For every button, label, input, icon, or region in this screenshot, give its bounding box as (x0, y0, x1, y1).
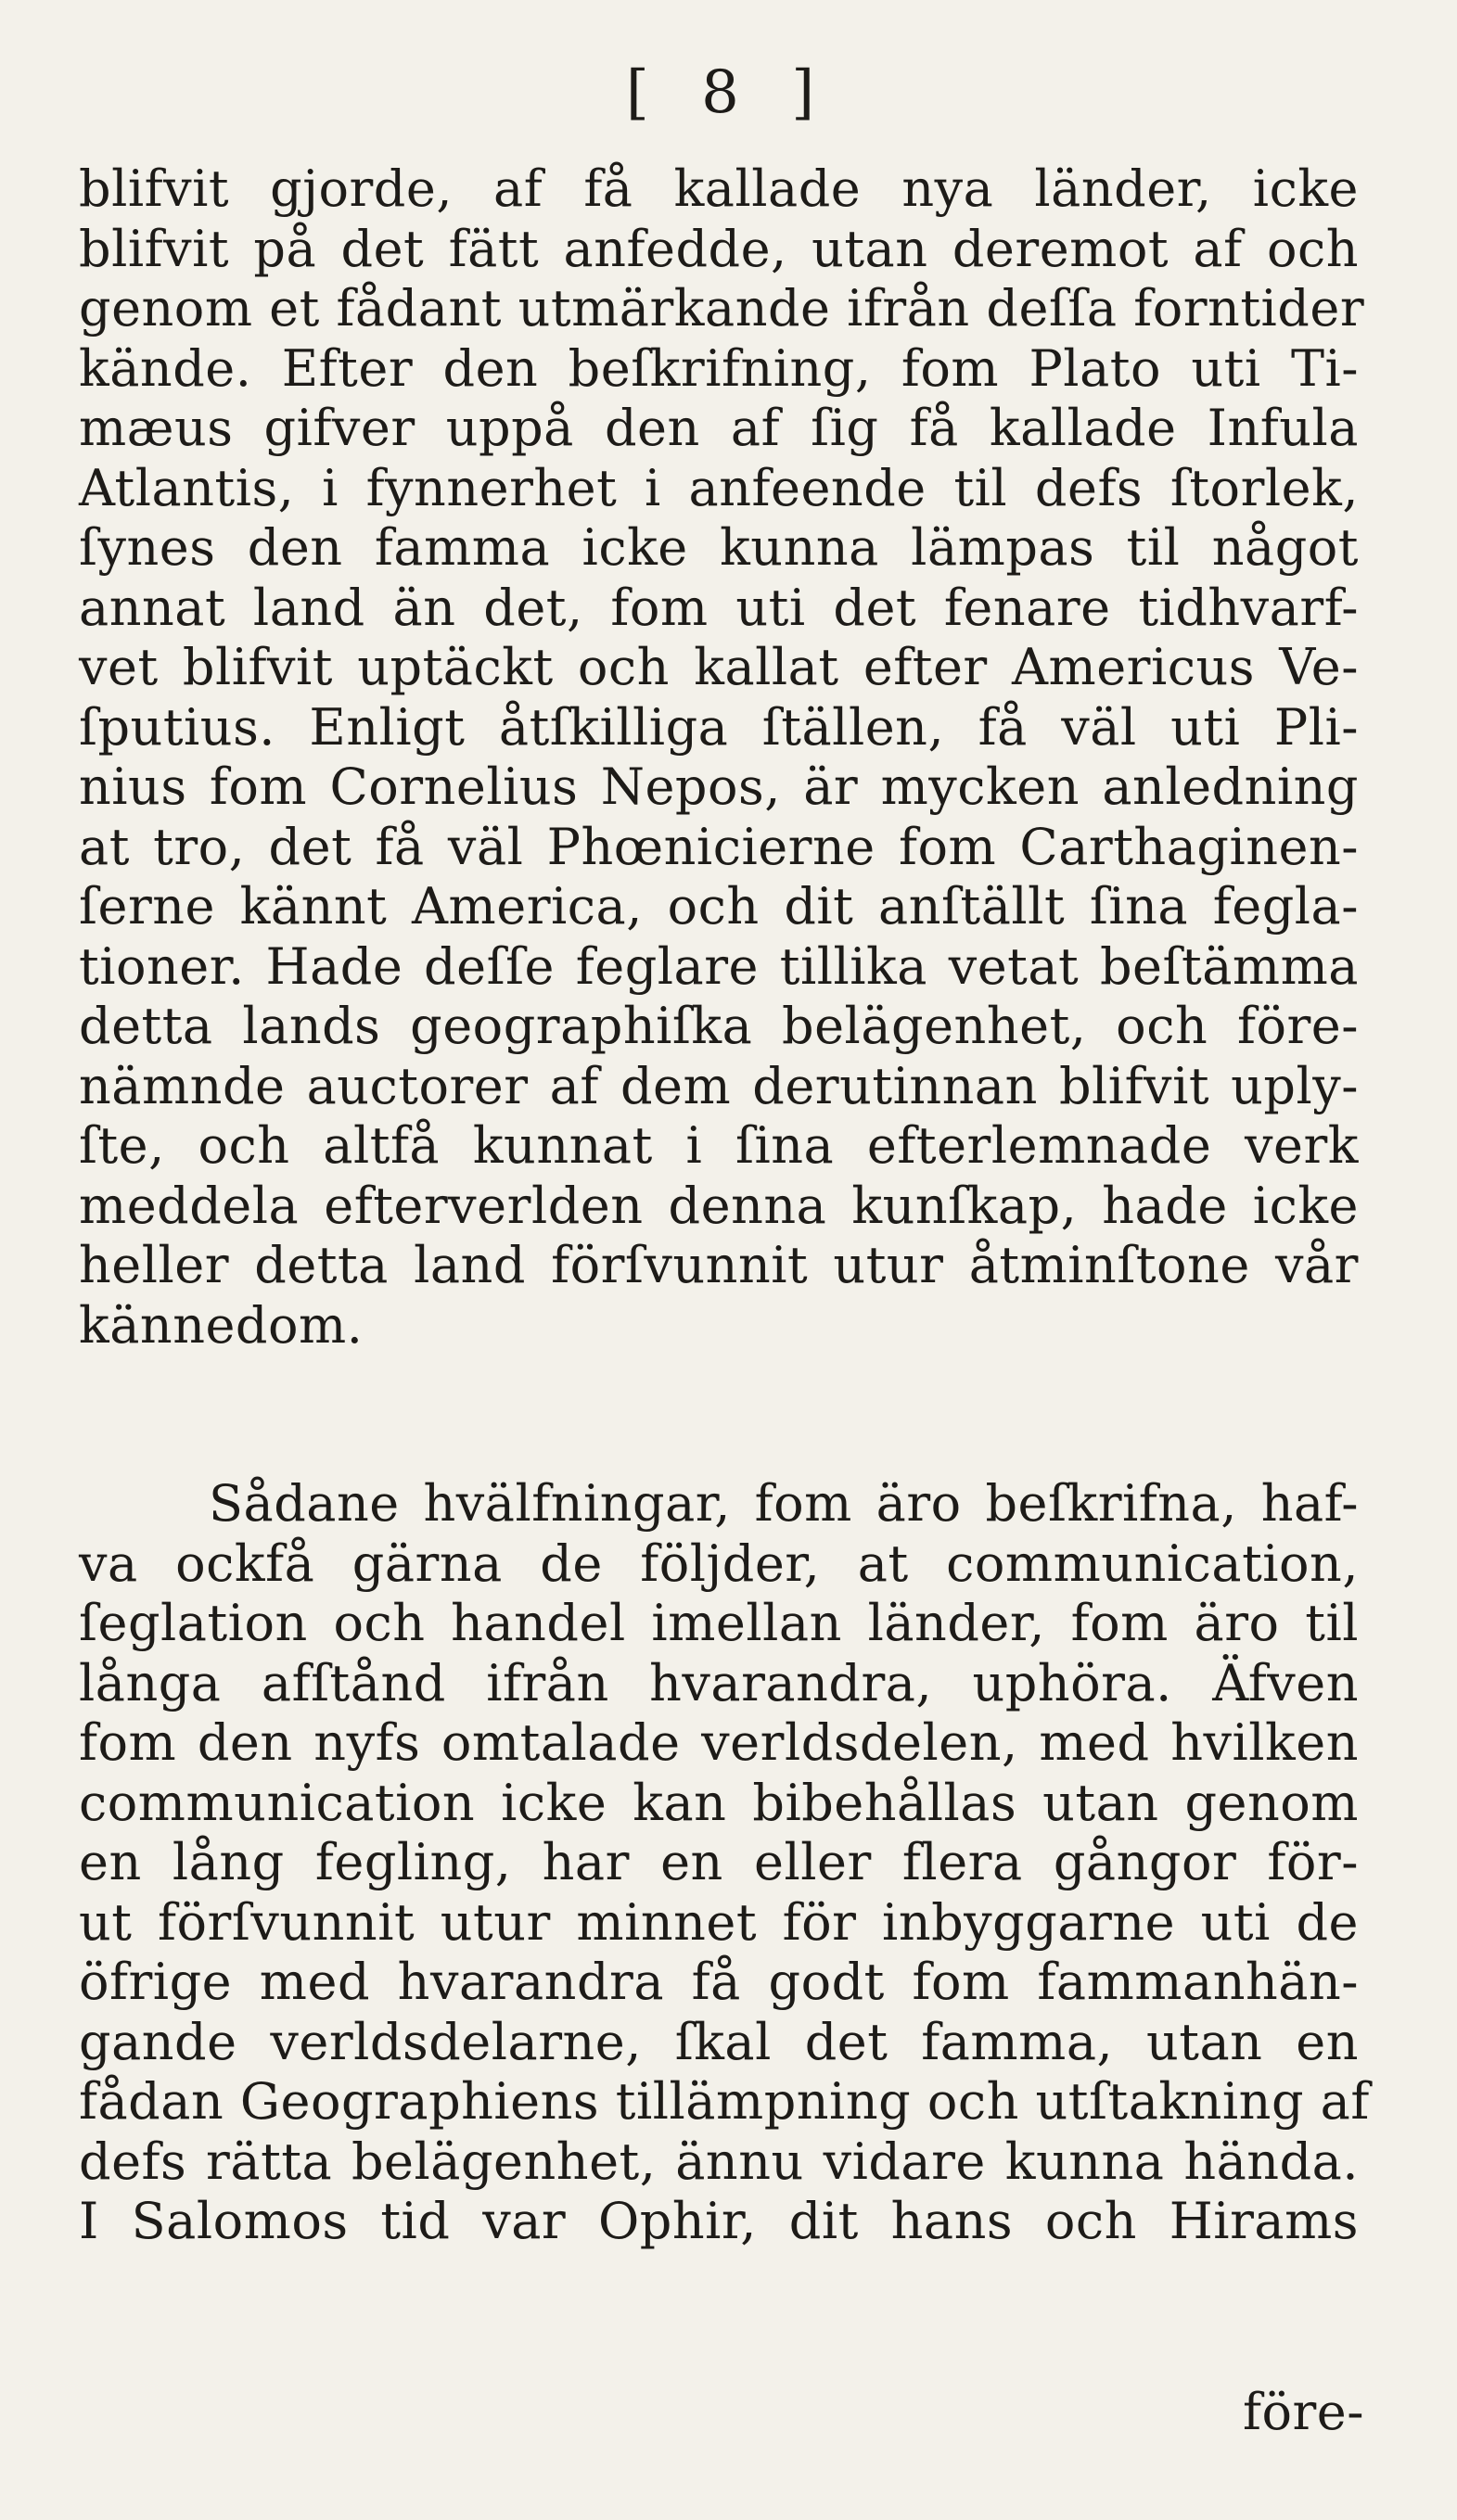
text-line: at tro, det få väl Phœnicierne fom Carthaginen- (79, 817, 1359, 876)
text-line: nius fom Cornelius Nepos, är mycken anledning (79, 757, 1359, 816)
text-line: mæus gifver uppå den af ſig få kallade Infula (79, 399, 1359, 457)
text-line: Sådane hvälfningar, fom äro beſkrifna, haf- (209, 1474, 1359, 1533)
text-line: detta lands geographiſka belägenhet, och före- (79, 997, 1359, 1055)
page-number: [ 8 ] (625, 58, 832, 127)
text-line: blifvit gjorde, af få kallade nya länder, icke (79, 159, 1359, 218)
text-line: vet blifvit uptäckt och kallat efter Americus Ve- (79, 638, 1359, 696)
text-line: öfrige med hvarandra få godt fom fammanhän- (79, 1953, 1359, 2011)
text-line: I Salomos tid var Ophir, dit hans och Hirams (79, 2192, 1359, 2250)
text-line: en lång fegling, har en eller flera gångor för- (79, 1833, 1359, 1891)
text-line: meddela efterverlden denna kunſkap, hade icke (79, 1176, 1359, 1235)
text-line: ſeglation och handel imellan länder, fom äro til (79, 1594, 1359, 1652)
text-line: fådan Geographiens tillämpning och utſtakning af (79, 2072, 1370, 2131)
text-line: blifvit på det fätt anfedde, utan deremot af och (79, 219, 1359, 278)
text-line: ſputius. Enligt åtſkilliga ſtällen, få väl uti Pli- (79, 697, 1359, 757)
text-line: va ockfå gärna de följder, at communication, (79, 1534, 1359, 1593)
paragraph-1 (79, 159, 1365, 1355)
text-line: defs rätta belägenhet, ännu vidare kunna hända. (79, 2132, 1359, 2191)
text-line: communication icke kan bibehållas utan genom (79, 1773, 1359, 1832)
text-line: långa afſtånd ifrån hvarandra, uphöra. Äfven (79, 1653, 1359, 1712)
text-line: ſynes den famma icke kunna lämpas til något (79, 518, 1359, 577)
text-line: ſerne kännt America, och dit anſtällt ſina fegla- (79, 877, 1359, 935)
text-line: tioner. Hade deſſe feglare tillika vetat beſtämma (79, 936, 1359, 996)
text-line: ſte, och altfå kunnat i ſina efterlemnade verk (79, 1116, 1359, 1175)
text-line: nämnde auctorer af dem derutinnan blifvit uply- (79, 1056, 1359, 1115)
text-line: heller detta land förſvunnit utur åtminſtone vår (79, 1236, 1359, 1294)
text-line: fom den nyfs omtalade verldsdelen, med hvilken (79, 1713, 1359, 1772)
text-line: annat land än det, fom uti det fenare tidhvarf- (79, 578, 1359, 637)
text-line: ut förſvunnit utur minnet för inbyggarne uti de (79, 1892, 1359, 1952)
text-line: kännedom. (79, 1295, 364, 1355)
text-line: Atlantis, i fynnerhet i anfeende til defs ſtorlek, (79, 458, 1359, 517)
text-line: gande verldsdelarne, ſkal det famma, utan en (79, 2012, 1359, 2071)
text-line: kände. Efter den beſkrifning, fom Plato uti Ti- (79, 338, 1359, 398)
catchword: före- (1242, 2383, 1364, 2441)
text-line: genom et fådant utmärkande ifrån deſſa forntider (79, 279, 1365, 337)
paragraph-2 (79, 1474, 1370, 2252)
